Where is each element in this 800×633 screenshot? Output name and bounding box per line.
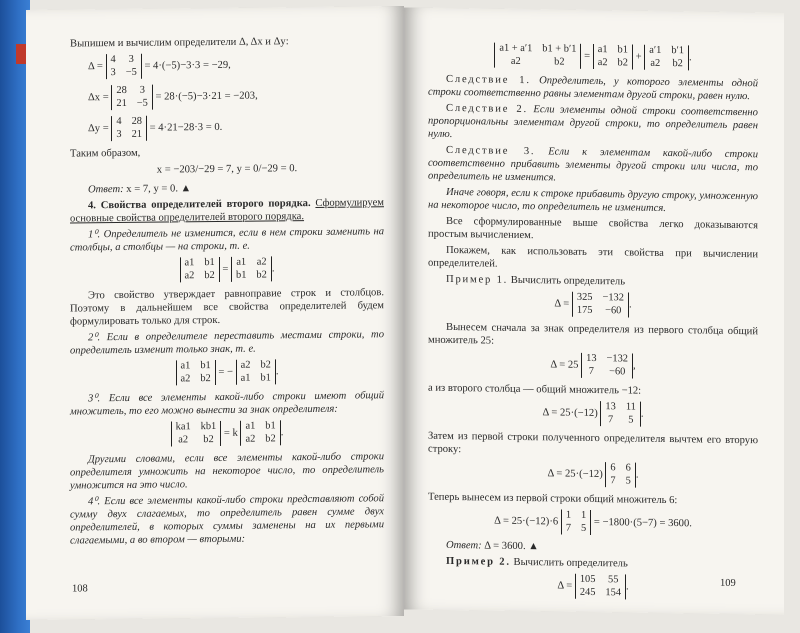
determinant: ka1 kb1 a2 b2: [171, 421, 222, 447]
determinant: a′1 b′1 a2 b2: [644, 45, 689, 71]
formula-factor-12: Δ = 25·(−12) 13 11 7 5 .: [542, 401, 644, 426]
cover-accent: [16, 44, 26, 64]
formula-example-1: Δ = 325 −132 175 −60 .: [554, 291, 632, 317]
property-4: 4⁰. Если все элементы какой-либо строки представляют собой сумму двух слагаемых, то определитель равен сумме двух определителей, в которых суммы заменены на их первыми слагаемыми, а во втором — вторыми:: [70, 493, 384, 547]
paragraph-in-other-words: Иначе говоря, если к строке прибавить другую строку, умноженную на некоторое число, то определитель не изменится.: [428, 186, 758, 215]
property-2: 2⁰. Если в определителе переставить местами строки, то определитель изменит только знак, т. е.: [70, 329, 384, 357]
property-3: 3⁰. Если все элементы какой-либо строки имеют общий множитель, то его можно вынести за знак определителя:: [70, 390, 384, 418]
determinant: a1 b1 a2 b2: [180, 257, 220, 282]
section-title: 4. Свойства определителей второго порядка.: [88, 197, 311, 212]
property-1-text: Это свойство утверждает равноправие строк и столбцов. Поэтому в дальнейшем все свойства определителей будем формулировать только для строк.: [70, 287, 384, 328]
formula-delta: Δ = 4 3 3 −5 = 4·(−5)−3·3 = −29,: [88, 53, 231, 79]
determinant: 325 −132 175 −60: [572, 292, 629, 318]
determinant: 28 3 21 −5: [111, 85, 152, 110]
paragraph-proofs: Все сформулированные выше свойства легко доказываются простым вычислением.: [428, 215, 758, 242]
determinant: 6 6 7 5: [605, 462, 635, 487]
right-page-content: [428, 38, 758, 608]
left-page: [26, 6, 404, 620]
paragraph-show: Покажем, как использовать эти свойства при вычислении определителей.: [428, 244, 758, 270]
formula-property-4: a1 + a′1 b1 + b′1 a2 b2 = a1 b1 a2 b2 + a′1 b′1 a2 b2 .: [428, 42, 758, 72]
answer-2: Ответ: Δ = 3600. ▲: [446, 539, 539, 553]
determinant: a1 + a′1 b1 + b′1 a2 b2: [494, 43, 581, 69]
determinant: a1 b1 a2 b2: [593, 44, 633, 70]
determinant: 13 −132 7 −60: [581, 353, 633, 379]
formula-property-3: ka1 kb1 a2 b2 = k a1 b1 a2 b2 .: [70, 419, 384, 447]
page-number-left: 108: [72, 583, 88, 595]
paragraph-factor-6: Теперь вынесем из первой строки общий множитель 6:: [428, 491, 678, 507]
answer-1: Ответ: x = 7, y = 0. ▲: [88, 183, 192, 196]
example-2-heading: Пример 2. Вычислить определитель: [446, 555, 628, 570]
paragraph-subtract-row: Затем из первой строки полученного определителя вычтем его вторую строку:: [428, 430, 758, 456]
formula-factor-25: Δ = 25 13 −132 7 −60 ,: [550, 352, 636, 378]
right-page: [404, 7, 784, 614]
thus-line: Таким образом,: [70, 147, 141, 160]
determinant: 4 28 3 21: [111, 116, 147, 141]
corollary-2: Следствие 2. Если элементы одной строки соответственно пропорциональны элементам другой строки, то определитель равен нулю.: [428, 102, 758, 141]
formula-solution: x = −203/−29 = 7, y = 0/−29 = 0.: [156, 163, 298, 176]
formula-subtract-row: Δ = 25·(−12) 6 6 7 5 .: [547, 462, 639, 487]
determinant: 1 1 7 5: [561, 510, 591, 535]
formula-delta-y: Δy = 4 28 3 21 = 4·21−28·3 = 0.: [88, 115, 223, 141]
formula-example-2: Δ = 105 55 245 154 .: [557, 573, 629, 599]
example-1-heading: Пример 1. Вычислить определитель: [446, 273, 626, 288]
formula-property-1: a1 b1 a2 b2 = a1 a2 b1 b2 .: [70, 255, 384, 283]
determinant: a2 b2 a1 b1: [236, 359, 276, 384]
determinant: 105 55 245 154: [575, 574, 626, 600]
corollary-3: Следствие 3. Если к элементам какой-либо строки соответственно прибавить элементы другой строки или числа, то определитель не изменится.: [428, 144, 758, 184]
corollary-1: Следствие 1. Определитель, у которого элементы одной строки соответственно равны элементам другой строки, равен нулю.: [428, 73, 758, 103]
paragraph-factor-25: Вынесем сначала за знак определителя из первого столбца общий множитель 25:: [428, 321, 758, 347]
section-heading: 4. Свойства определителей второго порядка. Сформулируем основные свойства определителей второго порядка.: [70, 197, 384, 225]
determinant: 4 3 3 −5: [106, 54, 142, 79]
formula-property-2: a1 b1 a2 b2 = − a2 b2 a1 b1 .: [70, 358, 384, 386]
determinant: 13 11 7 5: [600, 401, 640, 427]
property-1: 1⁰. Определитель не изменится, если в нем строки заменить на столбцы, а столбцы — на строки, т. е.: [70, 226, 384, 254]
property-3-text: Другими словами, если все элементы какой-либо строки определителя умножить на некоторое число, то определитель умножится на это число.: [70, 451, 384, 492]
determinant: a1 b1 a2 b2: [240, 420, 280, 445]
formula-delta-x: Δx = 28 3 21 −5 = 28·(−5)−3·21 = −203,: [88, 84, 258, 110]
page-number-right: 109: [720, 577, 736, 589]
left-page-content: [70, 34, 384, 550]
paragraph-factor-12: а из второго столбца — общий множитель −12:: [428, 382, 642, 397]
formula-final: Δ = 25·(−12)·6 1 1 7 5 = −1800·(5−7) = 3600.: [494, 509, 692, 534]
intro-line: Выпишем и вычислим определители Δ, Δx и Δy:: [70, 36, 289, 50]
determinant: a1 a2 b1 b2: [231, 256, 272, 281]
determinant: a1 b1 a2 b2: [176, 360, 216, 385]
